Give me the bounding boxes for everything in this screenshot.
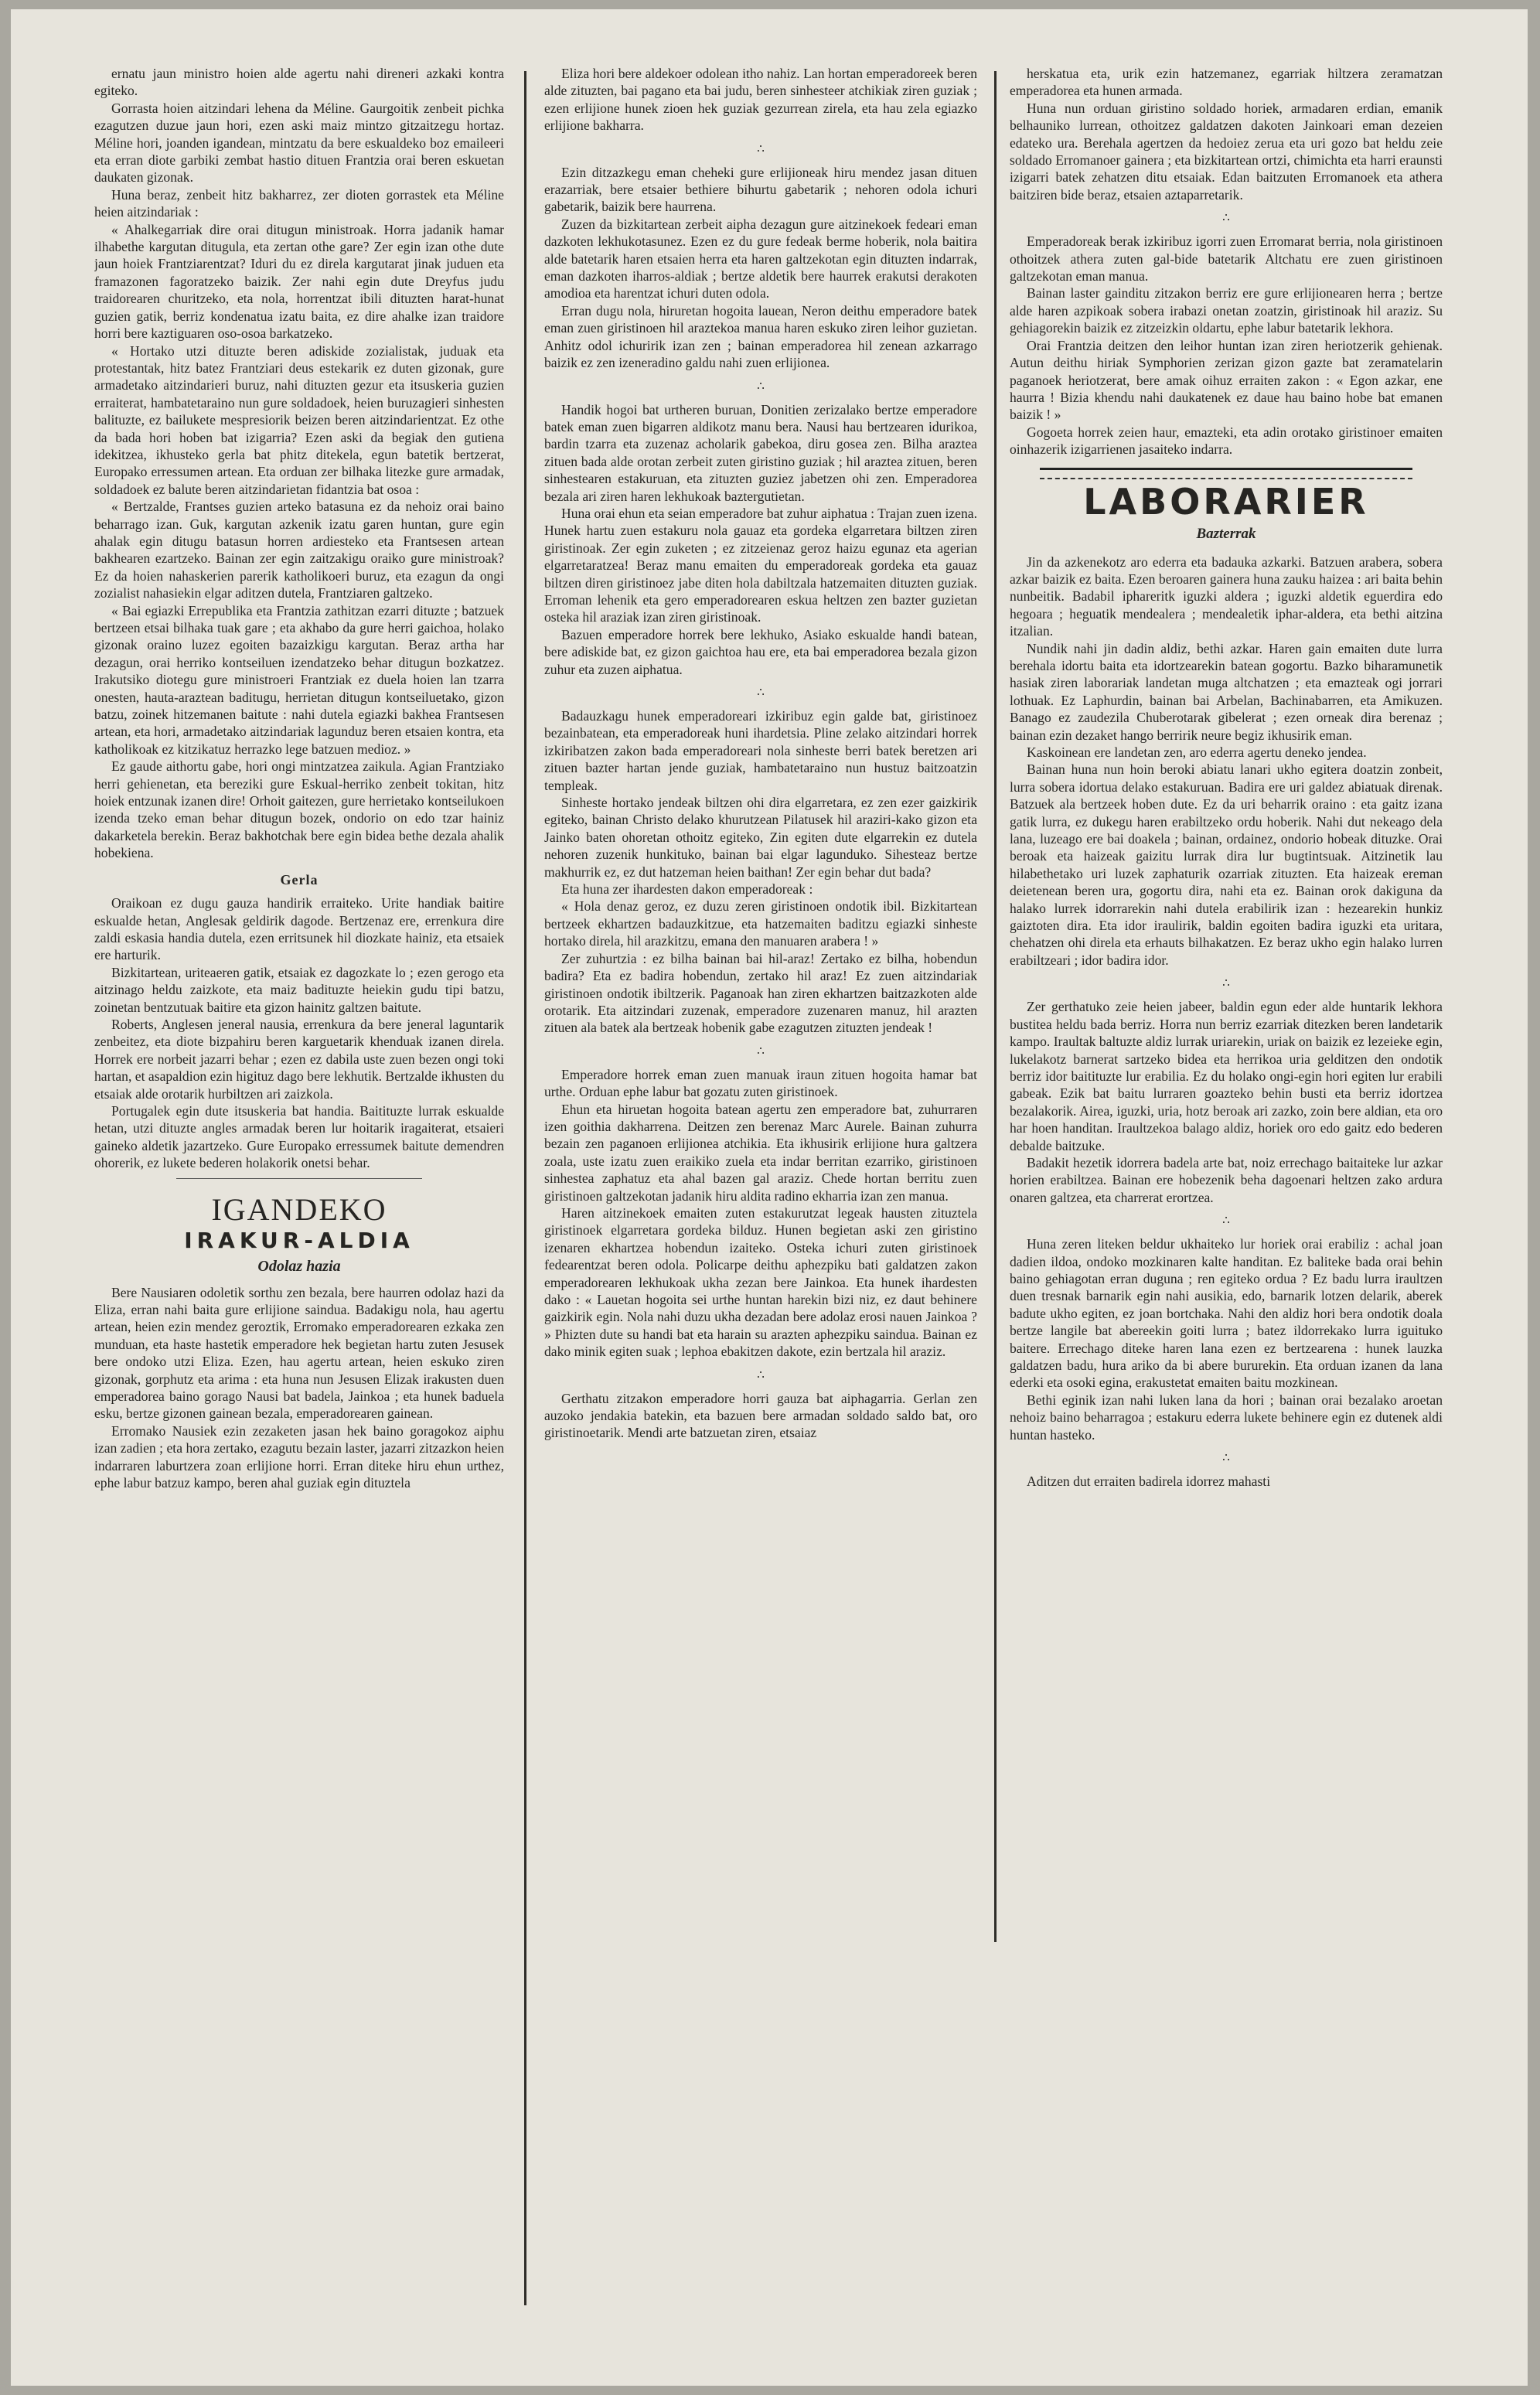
laborarier-article-4 bbox=[1010, 1473, 1443, 1490]
masthead-line-1: IGANDEKO bbox=[211, 1191, 387, 1227]
paragraph: Nundik nahi jin dadin aldiz, bethi azkar. Haren gain emaiten dute lurra berehala idortu baita eta idortzearekin batean gogortu. Bazko biharamunetik hasiak ziren laborariak landetan muga altchatzen ; eta emazteak ogi jorrari lothuak. Ez Laphurdin, bainan bai Arbelan, Bachinabarren, eta Amikuzen. Banago ez zaudezila Chuberotarak gibelerat ; ezen orneak dira berenaz ; bainan ezin dezaket hango berririk neure begiz ikhusirik eman. bbox=[1010, 640, 1443, 743]
paragraph: Portugalek egin dute itsuskeria bat handia. Baitituzte lurrak eskualde hetan, utzi dituzte angles armadak beren lur hoitarik iragaiterat, etsaieri gaineko aldetik jazartzeko. Gure Europako erressumek baitute demendren ohorerik, ez lukete bederen holakorik onetsi behar. bbox=[94, 1102, 504, 1171]
article-part-a bbox=[544, 65, 977, 135]
paragraph: Gorrasta hoien aitzindari lehena da Méline. Gaurgoitik zenbeit pichka ezagutzen duzue jaun hori, ezen aski maiz mintzo gitzaitzegu hortaz. Méline hori, joanden igandean, mintzatu da bere eskualdeko boz emaileeri eta erran diote garbiki zembat hastio dituen Frantzia orai beren eskuetan daukaten gizonak. bbox=[94, 100, 504, 186]
separator-asterism: ∴ bbox=[757, 142, 765, 155]
igandeko-masthead bbox=[94, 1193, 504, 1278]
paragraph: Zer zuhurtzia : ez bilha bainan bai hil-araz! Zertako ez bilha, hobendun badira? Eta ez badira hobendun, zertako hil araz! Ez zuen aitzindariak giristinoen ondotik ibiltzerik. Paganoak han ziren ekhartzen baitzazkoten alde orotarik. Eta aitzindari zuzenak, emperadore zuzenaren manuz, hil arazten zituen ala batek ala bertzeak hobenik gabe ezagutzen zituzten jendeak ! bbox=[544, 950, 977, 1036]
paragraph: Ez gaude aithortu gabe, hori ongi mintzatzea zaikula. Agian Frantziako herri gehienetan, eta bereziki gure Eskual-herriko zenbeit tokitan, hitz hoiek entzunak izanen dire! Orhoit gaitezen, gure herrietako kontseilukoen izenda tzeko eman behar ditugun bozek, ondorio on edo tzar hainiz dakarketela berekin. Beraz bakhotchak bere egin bidea bethe dezala ahalik hobekiena. bbox=[94, 758, 504, 861]
paragraph: Aditzen dut erraiten badirela idorrez mahasti bbox=[1027, 1473, 1271, 1490]
paragraph: Bizkitartean, uriteaeren gatik, etsaiak ez dagozkate lo ; ezen gerogo eta aitzinago heldu zaizkote, eta maiz badituzte heiekin gudu tipi batzu, zoinetan bentzutuak baitire eta gizon hainitz galtzen baitute. bbox=[94, 964, 504, 1015]
article-part-b bbox=[544, 164, 977, 372]
separator-asterism: ∴ bbox=[757, 1368, 765, 1381]
paragraph: Erran dugu nola, hiruretan hogoita lauean, Neron deithu emperadore batek eman zuen giristinoen hil araztekoa manua haren eskuko ziren leihor guzietan. Anhitz odol ichuririk izan zen ; bainan emperadorea hil zenean azkarrago baizik ez zen izeneradino galdu nahi zuen erlijionea. bbox=[544, 302, 977, 371]
paragraph: Haren aitzinekoek emaiten zuten estakurutzat legeak hausten zituztela giristinoek elgarretara gordeka bilduz. Hunen begietan aski zen giristino izenaren ekhartzea hobendun izaiteko. Osteka ichuri zuten giristinoek fedearentzat beren odola. Policarpe deithu aphezpiku bati galdatzen zakon emperadorearen lekhukoak ukha zezan bere Jainkoa. Eta hunek ihardesten dako : « Lauetan hogoita sei urthe huntan harekin bizi niz, ez daut behinere gaizkirik egin. Nola nahi duzu ukha dezadan bere adolaz erosi nauen Jainkoa ? » Phizten dute su handi bat eta harain su arazten aphezpiku saindua. Bainan ez dako minik egiten suak ; lephoa ebakitzen dakote, ezin bertzala hil araziz. bbox=[544, 1204, 977, 1360]
paragraph: Zer gerthatuko zeie heien jabeer, baldin egun eder alde huntarik lekhora bustitea heldu bada berriz. Horra nun berriz ezarriak ditezken beren landetarik kampo. Iraultak baltuzte aldiz lurrak uriarekin, uriak on baizik ez lezeieke egin, lukelakotz barnerat sartzeko bidea eta herrikoa uria gelditzen den ondotik berriz idor baitituzte lur erabilia. Ez du holako ongi-egin hori egiten lur erabili gabeak. Ezik bat baitu lurraren goazteko behin busti eta berriz idortzea bezalakorik. Airea, iguzki, uria, hotz beroak ari zazko, zoin bere aldian, eta oro har hoen handitan. Iraultzekoa balago aldiz, horiek oro edo gaitz edo bederen debalde baitzuke. bbox=[1010, 999, 1443, 1153]
laborarier-header bbox=[1010, 468, 1443, 544]
article-part-c bbox=[544, 401, 977, 679]
igandeko-article bbox=[94, 1284, 504, 1492]
laborarier-title: LABORARIER bbox=[1083, 480, 1369, 523]
paragraph: Gogoeta horrek zeien haur, emazteki, eta adin orotako giristinoer emaiten oinhazerik izigarrienen jasaiteko indarra. bbox=[1010, 424, 1443, 458]
separator-asterism: ∴ bbox=[1222, 977, 1230, 990]
paragraph: Bainan laster gainditu zitzakon berriz ere gure erlijionearen herra ; bertze alde haren azpikoak sobera irabazi onetan zoatzin, giristinoak hil araziz. Su gehiagorekin baizik ez zitzeizkin oldartu, ephe labur batetarik lekhora. bbox=[1010, 285, 1443, 336]
paragraph: Eliza hori bere aldekoer odolean itho nahiz. Lan hortan emperadoreek beren alde zituzten, bai pagano eta bai judu, beren sinhesteer atchikiak ziren guziak ; ezen erlijione hunek zioen hek guziak gezurrean zirela, eta hau zela egiazko erlijione bakharra. bbox=[544, 66, 977, 134]
laborarier-article-3 bbox=[1010, 1235, 1443, 1443]
paragraph: Emperadoreak berak izkiribuz igorri zuen Erromarat berria, nola giristinoen othoitzek athera zuten gal-bide batetarik Altchatu ere zuen giristinoen galtzekotan eman manua. bbox=[1010, 233, 1443, 284]
paragraph: Zuzen da bizkitartean zerbeit aipha dezagun gure aitzinekoek fedeari eman dazkoten lekhukotasunez. Ezen ez du gure fedeak berme hoberik, nola baitira alde batetarik haren etsaien herra eta haren galtzekotan egin dituzten indarrak, eman dazkoten iharros-aldiak ; bertze aldetik bere haurrek erakutsi derakoten amodioa eta harentzat ichuri duten odola. bbox=[544, 216, 977, 302]
paragraph: « Bai egiazki Errepublika eta Frantzia zathitzan ezarri dituzte ; batzuek bertzeen etsai bilhaka tuak gare ; eta akhabo da gure herri gaichoa, holako gizonak oraino luzez egoiten bazaizkigu kargutan. Beraz artha har dezagun, orai herriko kontseiluen izendatzeko behar ditugun bozkatzez. Irakutsiko diotegu gure ministroeri Frantziak ez duela hoien lan tzarra onesten, hauta-araztean baditugu, herrietan ditugun kontseiluetako, gizon batzu, zoinek hitzemanen baitute : nahi dutela egiazki bakhea Frantsesen artean, eta hori, armadetako aitzindariak lagunduz beren etsaien kontra, eta katholikoak ez kitzikatuz herrazko lege batzuen medioz. » bbox=[94, 602, 504, 757]
column-1 bbox=[94, 65, 504, 2369]
separator-asterism: ∴ bbox=[1222, 1215, 1230, 1228]
paragraph: Roberts, Anglesen jeneral nausia, errenkura da bere jeneral laguntarik zenbeitez, eta diote bizpahiru beren karguetarik khenduak izanen direla. Horrek ere norbeit jazarri behar ; ezen ez dabila uste zuen bezen ongi toki hartan, et asapaldion ezin higituz dago bere lekhutik. Bertzalde ikhusten du etsaiak alde orotarik hurbiltzen ari zaizkola. bbox=[94, 1016, 504, 1102]
article-part-e bbox=[544, 1066, 977, 1361]
paragraph: Kaskoinean ere landetan zen, aro ederra agertu deneko jendea. bbox=[1027, 744, 1367, 760]
paragraph: « Bertzalde, Frantses guzien arteko batasuna ez da nehoiz orai baino beharrago izan. Guk, kargutan azkenik izatu garen huntan, gure egin ahalak egin ditugu batasun horren ardiesteko eta Frantsesen artean bakhearen ezartzeko. Bainan zer egin zaitzakigu oraiko gure ministroak? Ez da hoien nahaskerien parerik katholikoeri buruz, eta ezagun da ongi zozialist nahasiekin elgar aditzen dutela, Frantziaren galtzeko. bbox=[94, 499, 504, 601]
paragraph: Emperadore horrek eman zuen manuak iraun zituen hogoita hamar bat urthe. Orduan ephe labur bat gozatu zuten giristinoek. bbox=[544, 1066, 977, 1100]
paragraph: Orai Frantzia deitzen den leihor huntan izan ziren heriotzerik gehienak. Autun deithu hiriak Symphorien zerizan gizon gazte bat zeramatelarin paganoek heriotzerat, bere amak oihuz erraiten zakon : « Egon azkar, ene haurra ! Bizia khendu nahi daukatenek ez daue hau baino hobe bat emanen baizik ! » bbox=[1010, 337, 1443, 423]
paragraph: Ezin ditzazkegu eman cheheki gure erlijioneak hiru mendez jasan dituen erazarriak, bere etsaier bethiere bihurtu gabetarik ; nehoren odola ichuri gabetarik, baizik bere haurrena. bbox=[544, 164, 977, 215]
laborarier-article bbox=[1010, 554, 1443, 969]
newspaper-page bbox=[11, 9, 1528, 2386]
header-rule bbox=[1040, 468, 1412, 479]
paragraph: Huna nun orduan giristino soldado horiek, armadaren erdian, emanik belhauniko lurrean, othoitzez galdatzen dakoten Jainkoari eman dezeien edateko ura. Berehala agertzen da hedoiez zerua eta uri gozo bat heldu zeie soldado Erromanoer gainera ; eta bizkitartean ortzi, chimichta eta harri eraunsti izigarri batek zehatzen ditu etsaiak. Edan baitzuten Erromanoek eta athera baitziren bide beraz, etsaien aztaparretarik. bbox=[1010, 100, 1443, 203]
paragraph: Erromako Nausiek ezin zezaketen jasan hek baino goragokoz aiphu izan zadien ; eta hora zertako, ezagutu bezain laster, jazarri zitzazkon heien indarraren laburtzera zoan erlijione horri. Erran diteke hiru ehun urthez, ephe labur batzuz kampo, beren ahal guziak egin dituztela bbox=[94, 1422, 504, 1491]
politics-article bbox=[94, 65, 504, 862]
paragraph: Jin da azkenekotz aro ederra eta badauka azkarki. Batzuen arabera, sobera azkar baizik ez baita. Ezen beroaren gainera huna zauku haizea : ari baita behin nunbeitik. Badabil iphareritk iguzki aldera ; iguzki aldetik eguerdira edo hegoara ; heguatik mendealera ; mendealetik iphar-aldera, eta bethi aitzina itzalian. bbox=[1010, 554, 1443, 639]
paragraph: Bainan huna nun hoin beroki abiatu lanari ukho egitera doatzin zonbeit, lurra sobera idortua delako estakuruan. Badira ere uri galdez abiatuak direnak. Batzuek ala bertzeek hoben dute. Ez da uri beharrik oraino : eta gaitz izana gatik lurra, ez dukegu haren erabiltzeko ordu hoberik. Nahi dut nekeago dela lana, luzeago ere bai doakela ; bainan, ordainez, ondorio hobeak dituzke. Orai beroak eta haizeak gaizitu lurrak dira lur bugtintsuak. Aitzinetik lau hilabethetako uri luzek zaphaturik ozarriak zituzten. Eta haizeak ereman deietenean beren ura, gogortu dira, nahi eta ez. Bainan orok dakiguna da halako lurrek idorrarekin nahi dutela erabilirik izan : hezearekin hunkiz gaiztoten dira. Eta idor iraulirik, baldin egoiten badira iguzki eta uritara, chehatzen ohi direla eta erhauts bilhakatzen. Ez beraz ukho egin halako lurren erabiltzeari ; idor badira idor. bbox=[1010, 761, 1443, 968]
paragraph: Huna zeren liteken beldur ukhaiteko lur horiek orai erabiliz : achal joan dadien ildoa, ondoko mozkinaren kalte handitan. Ez baliteke bada orai behin baino gehiagotan erran duguna ; ren egiteko orduа ? Ez badu lurra iraultzen duen tresnak barnarik egin nahi ausikia, edo, barnarik lotzen delarik, aberek badute ukho egiten, ez joan bortchaka. Nahi den aldiz hori bera ondotik doala bertze langile bat abereekin goiti lurra ; batez ildorrekako lurra iguituko baitere. Errechago diteke haren lana ezen ez bertzearena : hunek lauzka galdatzen badu, hura ariko da bi abere bururekin. Eta orduan izanen da lana ederki eta osoki egina, erakustetat emaiten baitu mozkinean. bbox=[1010, 1236, 1443, 1391]
article-part-f bbox=[544, 1390, 977, 1442]
paragraph: Badakit hezetik idorrera badela arte bat, noiz errechago baitaiteke lur azkar horien erabiltzea. Bainan ere hobezenik beha dagoenari heltzen zako ardura onaren galtzea, eta charrerat erortzea. bbox=[1010, 1154, 1443, 1205]
paragraph: herskatua eta, urik ezin hatzemanez, egarriak hiltzera zeramatzan emperadorea eta hunen armada. bbox=[1010, 66, 1443, 99]
masthead-line-2: IRAKUR-ALDIA bbox=[184, 1227, 414, 1253]
paragraph: Ehun eta hiruetan hogoita batean agertu zen emperadore bat, zuhurraren izen goithia dakharrena. Deitzen zen berenaz Marc Aurele. Bainan zuhurra bezain zen paganoen erlijionea atchikia. Eta ikhusirik erlijione hura galtzera zoala, uste izatu zuen eraikiko zuela eta indar berritan ezarriko, giristinoen sinhestea zaphatuz eta ahal bazen gal araziz. Chede hortan berritu zuen giristinoen galtzekotan jadanik hiru aldita radino ekharria izan zen manua. bbox=[544, 1101, 977, 1204]
paragraph: « Hortako utzi dituzte beren adiskide zozialistak, juduak eta protestantak, hitz batez Frantziari deus estekarik ez duten gizonak, gure armadetako aitzindarieri buruz, nahi dituzten gezur eta itsuskeria guzien erraiterat, hambatetaraino nun gure soldadoek, heien buruzagieri sinhesten balituzte, ez bailukete mespresiorik beizen beren aitzindarientzat. Ez othe da bada hori hoben bat izigarria? Ezen aski da begiak den gutiena idekitzea, ikhusteko gerla bat phitz ditekela, egun batetik bertzerat, Europako erressumen artean. Eta orduan zer bilhaka litezke gure armadak, soldadoek ez balute beren aitzindarietan fidantzia bat osoa : bbox=[94, 342, 504, 497]
column-divider-left bbox=[524, 71, 526, 2305]
column-3 bbox=[1010, 65, 1443, 2376]
paragraph: Bere Nausiaren odoletik sorthu zen bezala, bere haurren odolaz hazi da Eliza, erran nahi baita gure erlijione saindua. Badakigu nola, hau agertu artean, heien ezin mendez geroztik, Erromako emperadorearen ezkaka zen munduan, eta haste hastetik emperadore hek begietan hartu zuten Jesusek bere ondoko utzi Eliza. Ezen, hau agertu artean, heien eskuko ziren gizonak, gorphutz eta arima : eta huna nun Jesusen Elizak irakusten duen emperadorea baino gorago Nausi bat badela, Jainkoa ; eta hunek baduela esku, bertze gizonen gainean bezala, emperadorearen gainean. bbox=[94, 1284, 504, 1422]
article-part-d bbox=[544, 707, 977, 1037]
paragraph: Eta huna zer ihardesten dakon emperadoreak : bbox=[561, 881, 813, 898]
paragraph: Bethi eginik izan nahi luken lana da hori ; bainan orai bezalako aroetan nehoiz baino beharragoa ; estakuru ederra lukete behinere egin ez dutenek aldi huntan hasteko. bbox=[1010, 1392, 1443, 1443]
paragraph: Gerthatu zitzakon emperadore horri gauza bat aiphagarria. Gerlan zen auzoko jendakia batekin, eta bazuen bere armadan soldado saldo bat, oro giristinoetarik. Mendi arte batzuetan ziren, etsaiaz bbox=[544, 1390, 977, 1441]
section-rule bbox=[176, 1178, 422, 1179]
paragraph: « Ahalkegarriak dire orai ditugun ministroak. Horra jadanik hamar ilhabethe kargutan ditugula, eta zertan othe gare? Zer egin izan othe dute jaun hoiek Frantziarentzat? Iduri du ez direla kargutarat jinak juduen eta framazonen fagoratzeko baizik. Zer nahi egin dute Dreyfus judu traidorearen churitzeko, eta nola, horrentzat ibili dituzten harat-hunat guzien gatik, berriz kondenatua izatu baita, ez dire ahalke izan traidore horri bere kaztiguaren oso-osoa barkatzeko. bbox=[94, 221, 504, 342]
gerla-article bbox=[94, 894, 504, 1172]
masthead-subtitle: Odolaz hazia bbox=[257, 1257, 341, 1275]
separator-asterism: ∴ bbox=[757, 1044, 765, 1058]
column-2 bbox=[544, 65, 977, 2291]
paragraph: Huna orai ehun eta seian emperadore bat zuhur aiphatua : Trajan zuen izena. Hunek hartu zuen estakuru nola gauaz eta gordeka elgarretara biltzen ziren giristinoak. Zer egin zuketen ; ez zitzeienaz geroz haizu egunaz eta agerian elgarretaratzea! Beraz manu emaiten du emperadoreak gordeka eta gauaz biltzen diren giristinoez jabe diten hola dabiltzala hatzemaiten dituzten guziak. Erroman lehenik eta gero emperadorearen eskua heltzen zen bazter guzietan osteka hil araziak izan ziren giristinoak. bbox=[544, 505, 977, 625]
paragraph: « Hola denaz geroz, ez duzu zeren giristinoen ondotik ibil. Bizkitartean bertzeek ekhartzen badauzkitzue, eta hatzemaiten baditzu egiazki sinheste hortako direla, hil arazkitzu, emana den manuaren arabera ! » bbox=[544, 898, 977, 949]
paragraph: Bazuen emperadore horrek bere lekhuko, Asiako eskualde handi batean, bere adiskide bat, ez gizon gaichtoa hau ere, eta bai emperadorea bezala gizon zuhur eta zuzen aiphatua. bbox=[544, 626, 977, 677]
laborarier-article-2 bbox=[1010, 998, 1443, 1206]
article-part-a bbox=[1010, 65, 1443, 203]
paragraph: ernatu jaun ministro hoien alde agertu nahi direneri azkaki kontra egiteko. bbox=[94, 66, 504, 99]
separator-asterism: ∴ bbox=[757, 380, 765, 393]
gerla-heading: Gerla bbox=[280, 871, 319, 887]
paragraph: Oraikoan ez dugu gauza handirik erraiteko. Urite handiak baitire eskualde hetan, Anglesak geldirik dagode. Bertzenaz ere, errenkura dire zaldi eskasia handia dutela, ezen erritsunek hil diozkate hainiz, eta etsaiek ere harturik. bbox=[94, 895, 504, 963]
separator-asterism: ∴ bbox=[1222, 212, 1230, 225]
paragraph: Handik hogoi bat urtheren buruan, Donitien zerizalako bertze emperadore batek eman zuen bigarren aldikotz manu bera. Nausi hau bertzearen idurikoa, bardin tzarra eta zuzenaz acholarik gabekoa, diru gosea zen. Bilha araztea zituen bada alde orotan zerbeit zuten giristino guziak ; hil araztea zituen, beren sinhestearen estakuruan, eta zituzten guziez jabetzen ohi zen. Emperadorea bezala ari ziren haren lekhukoak baztergutietan. bbox=[544, 401, 977, 504]
separator-asterism: ∴ bbox=[757, 686, 765, 699]
paragraph: Sinheste hortako jendeak biltzen ohi dira elgarretara, ez zen ezer gaizkirik egiteko, bainan Christo delako khurutzean Pilatusek hil araziri-kako gizon eta Jainko baten ohoretan othoitz egiteko, Zin egiten dute elgarrekin ez dutela nehoren zuzenik hunkituko, bainan bai elgar lagunduko. Sihesteaz bertze makhurrik ez, ez dut hatzeman heien baithan! Zer egin behar dut bada? bbox=[544, 795, 977, 880]
paragraph: Badauzkagu hunek emperadoreari izkiribuz egin galde bat, giristinoez bezainbatean, eta emperadoreak huni ihardetsia. Pline zelako aitzindari horrek izkiribatzen zakon bada emperadoreari nola sinheste berri batek beretzen ari zituen bazter hartan jende guziak, hambatetaraino nun hustuz baitzoatzin templeak. bbox=[544, 708, 977, 793]
separator-asterism: ∴ bbox=[1222, 1452, 1230, 1465]
article-part-b bbox=[1010, 233, 1443, 458]
laborarier-subtitle: Bazterrak bbox=[1196, 525, 1256, 542]
column-divider-right bbox=[994, 71, 997, 1942]
paragraph: Huna beraz, zenbeit hitz bakharrez, zer dioten gorrastek eta Méline heien aitzindariak : bbox=[94, 186, 504, 220]
